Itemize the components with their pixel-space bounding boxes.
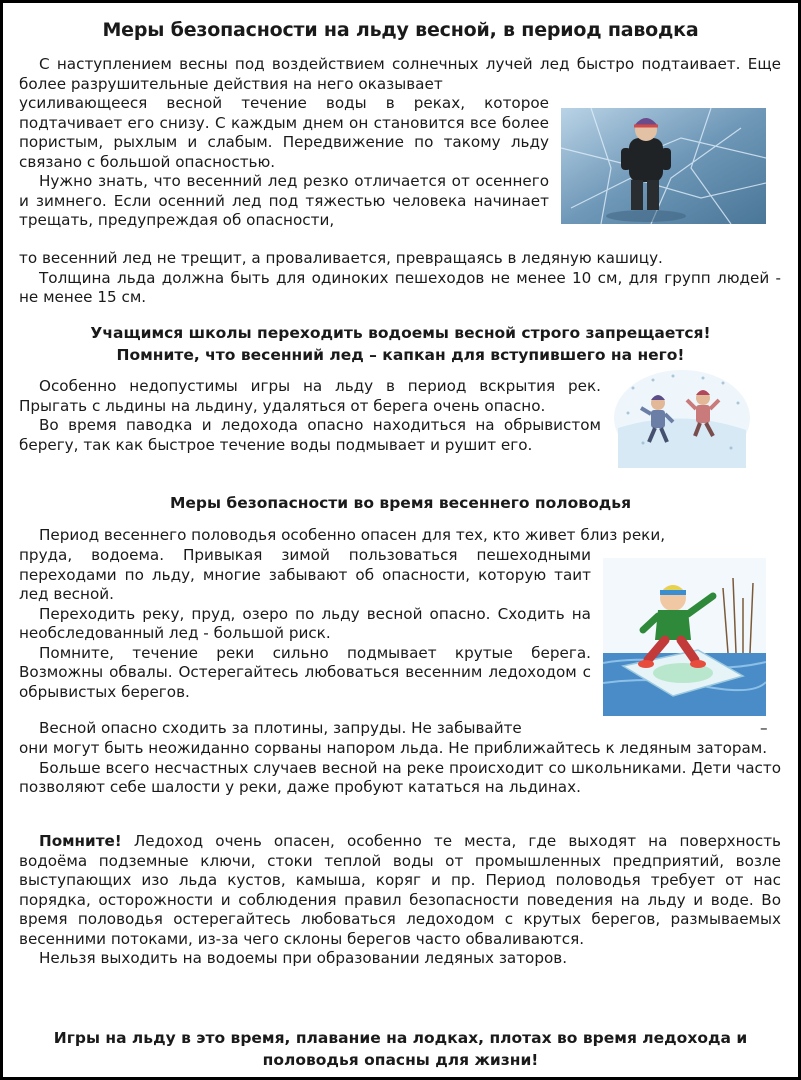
warning-heading-2: Игры на льду в это время, плавание на лодках, плотах во время ледохода и половодья опасны для жизни!: [53, 1029, 748, 1069]
section-heading-spring-flood: Меры безопасности во время весеннего половодья: [169, 494, 632, 512]
section1-paragraph2-end: то весенний лед не трещит, а проваливается, превращаясь в ледяную кашицу. Толщина льда должна быть для одиноких пешеходов не менее 10 см, для групп людей - не менее 15 см.: [19, 249, 781, 306]
kids-on-ice-illustration: [613, 368, 751, 468]
section3-text-full-width: они могут быть неожиданно сорваны напором льда. Не приближайтесь к ледяным заторам. Больше всего несчастных случаев весной на реке происходит со школьниками. Дети часто позволяют себе шалости у реки, даже пробуют кататься на льдинах.: [19, 739, 781, 796]
kids-on-ice-image: [613, 368, 751, 468]
section1-paragraph1-rest: усиливающееся весной течение воды в реках, которое подтачивает его снизу. С каждым днем он становится все более пористым, рыхлым и слабым. Передвижение по такому льду связано с большой опасностью. Нужно знать, что весенний лед резко отличается от осеннего и зимнего. Если осенний лед под тяжестью человека начинает трещать, предупреждая об опасности,: [19, 94, 549, 229]
warning-heading-1: Учащимся школы переходить водоемы весной строго запрещается! Помните, что весенний лед – капкан для вступившего на него!: [90, 324, 711, 364]
page-title: Меры безопасности на льду весной, в период паводка: [102, 19, 699, 41]
dash: –: [760, 719, 768, 737]
page: [3, 3, 798, 1077]
section2-text: Особенно недопустимы игры на льду в период вскрытия рек. Прыгать с льдины на льдину, удаляться от берега очень опасно. Во время паводка и ледохода опасно находиться на обрывистом берегу, так как быстрое течение воды подмывает и рушит его.: [19, 377, 601, 454]
section1-paragraph1-top: С наступлением весны под воздействием солнечных лучей лед быстро подтаивает. Еще более разрушительные действия на него оказывает: [19, 55, 781, 93]
child-on-ice-image: [561, 108, 766, 224]
section3-paragraph4-line1: Весной опасно сходить за плотины, запруды. Не забывайте –: [39, 719, 768, 737]
section3-paragraph1-top: Период весеннего половодья особенно опасен для тех, кто живет близ реки,: [39, 526, 666, 544]
child-on-ice-photo: [561, 108, 766, 224]
boy-on-ice-floe-illustration: [603, 558, 766, 716]
section3-text-beside-image: пруда, водоема. Привыкая зимой пользоваться пешеходными переходами по льду, многие забывают об опасности, которую таит лед весной. Переходить реку, пруд, озеро по льду весной опасно. Сходить на необследованный лед - большой риск. Помните, течение реки сильно подмывает крутые берега. Возможны обвалы. Остерегайтесь любоваться весенним ледоходом с обрывистых берегов.: [19, 546, 591, 701]
boy-on-ice-floe-image: [603, 558, 766, 716]
section4-text: Помните! Ледоход очень опасен, особенно те места, где выходят на поверхность водоёма подземные ключи, стоки теплой воды от промышленных предприятий, возле выступающих изо льда кустов, камыша, коряг и пр. Период половодья требует от нас порядка, осторожности и соблюдения правил безопасности поведения на льду и воде. Во время половодья остерегайтесь любоваться ледоходом с крутых берегов, размываемых весенними потоками, из-за чего склоны берегов часто обваливаются. Нельзя выходить на водоемы при образовании ледяных заторов.: [19, 832, 781, 967]
remember-label: Помните!: [39, 832, 122, 850]
